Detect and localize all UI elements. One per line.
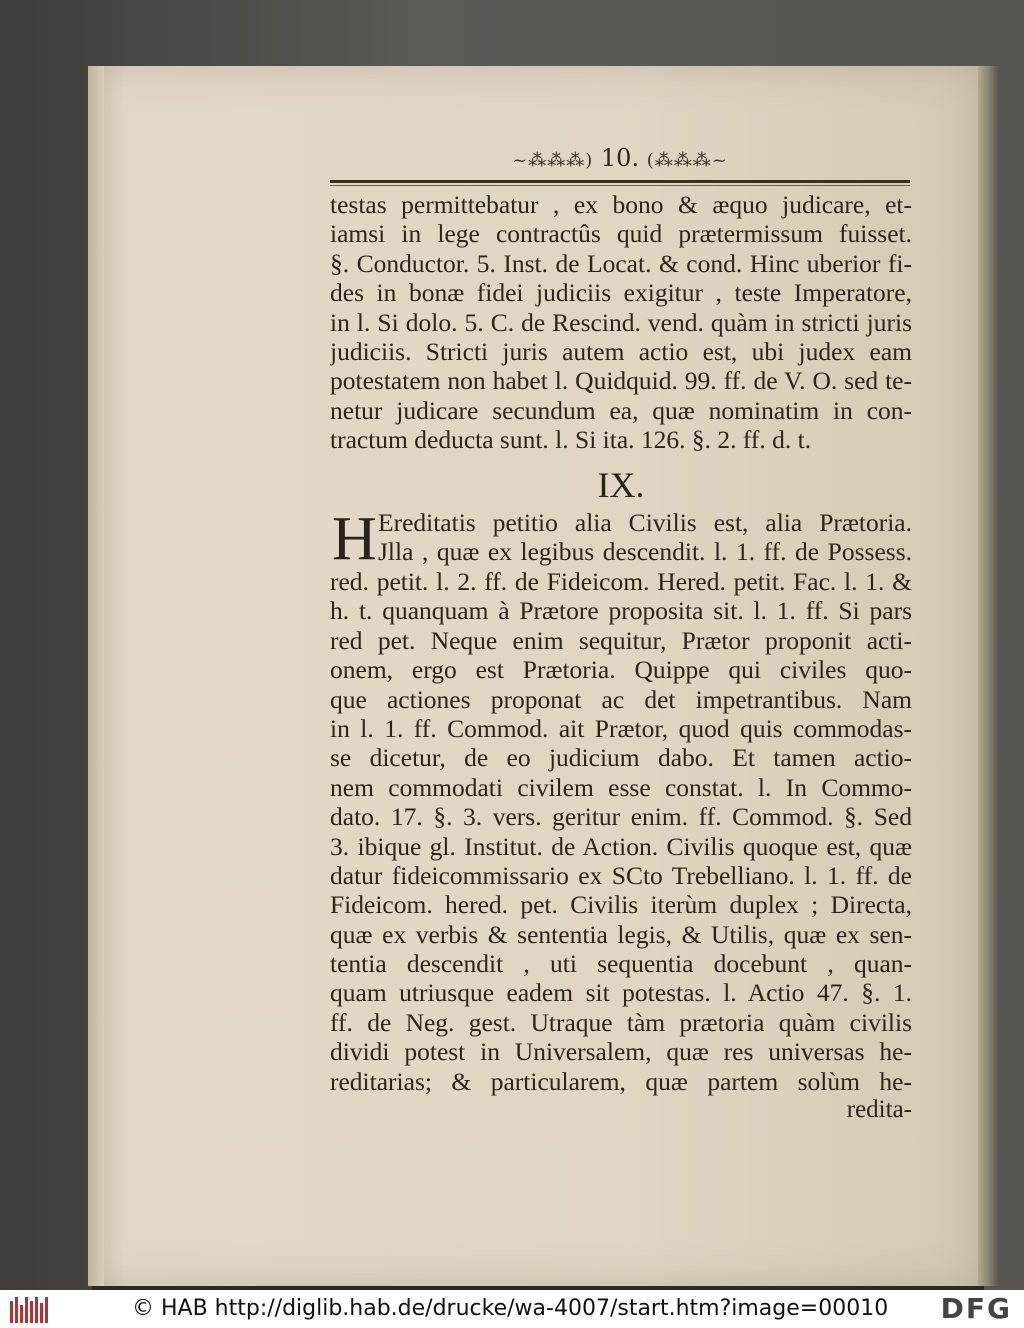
text-line: des in bonæ fidei judiciis exigitur , teste Imperatore, <box>330 278 912 308</box>
page-left-edge <box>88 66 104 1286</box>
source-url-text[interactable]: © HAB http://diglib.hab.de/drucke/wa-4007/start.htm?image=00010 <box>132 1296 889 1321</box>
text-line: quæ ex verbis & sententia legis, & Utilis, quæ ex sen- <box>330 919 912 949</box>
text-line: quam utriusque eadem sit potestas. l. Actio 47. §. 1. <box>330 978 912 1008</box>
library-bars-icon <box>10 1295 50 1323</box>
paragraph-body <box>330 567 912 1096</box>
drop-cap: H <box>332 505 377 573</box>
text-line: nem commodati civilem esse constat. l. In Commo- <box>330 772 912 802</box>
text-line: judiciis. Stricti juris autem actio est, ubi judex eam <box>330 336 912 366</box>
text-line: tractum deducta sunt. l. Si ita. 126. §. 2. ff. d. t. <box>330 425 812 455</box>
text-line: red. petit. l. 2. ff. de Fideicom. Hered. petit. Fac. l. 1. & <box>330 567 912 596</box>
text-line: in l. Si dolo. 5. C. de Rescind. vend. quàm in stricti juris <box>330 307 912 337</box>
text-line: potestatem non habet l. Quidquid. 99. ff. de V. O. sed te- <box>330 366 912 396</box>
text-line: testas permittebatur , ex bono & æquo judicare, et- <box>330 190 912 219</box>
header-ornament-right: (⁂⁂⁂~ <box>646 150 728 171</box>
text-line: Ereditatis petitio alia Civilis est, alia Prætoria. <box>378 508 912 537</box>
text-line: 3. ibique gl. Institut. de Action. Civilis quoque est, quæ <box>330 831 912 861</box>
header-rule <box>330 180 910 183</box>
text-line: reditarias; & particularem, quæ partem solùm he- <box>330 1066 912 1096</box>
text-line: onem, ergo est Prætoria. Quippe qui civiles quo- <box>330 655 912 685</box>
header-rule-thin <box>330 185 910 186</box>
page-number: 10. <box>600 144 640 172</box>
page-right-edge <box>978 66 998 1286</box>
dfg-logo: DFG <box>940 1292 1012 1325</box>
text-line: se dicetur, de eo judicium dabo. Et tamen actio- <box>330 743 912 773</box>
text-line: in l. 1. ff. Commod. ait Prætor, quod quis commodas- <box>330 713 912 743</box>
section-heading: IX. <box>597 465 645 505</box>
text-line: que actiones proponat ac det impetrantibus. Nam <box>330 684 912 714</box>
text-line: iamsi in lege contractûs quid prætermissum fuisset. <box>330 219 912 249</box>
text-line: dato. 17. §. 3. vers. geritur enim. ff. Commod. §. Sed <box>330 802 912 832</box>
paragraph-intro <box>378 508 912 567</box>
paragraph-continued <box>330 190 912 455</box>
text-line: dividi potest in Universalem, quæ res universas he- <box>330 1037 912 1067</box>
text-line: §. Conductor. 5. Inst. de Locat. & cond. Hinc uberior fi- <box>330 248 912 278</box>
text-line: datur fideicommissario ex SCto Trebelliano. l. 1. ff. de <box>330 860 912 890</box>
text-line: red pet. Neque enim sequitur, Prætor proponit acti- <box>330 625 912 655</box>
viewer-footer <box>0 1290 1024 1328</box>
text-line: h. t. quanquam à Prætore proposita sit. l. 1. ff. Si pars <box>330 596 912 626</box>
running-header <box>330 140 910 176</box>
text-line: tentia descendit , uti sequentia docebunt , quan- <box>330 949 912 979</box>
text-line: ff. de Neg. gest. Utraque tàm prætoria quàm civilis <box>330 1007 912 1037</box>
text-line: Jlla , quæ ex legibus descendit. l. 1. ff. de Possess. <box>378 537 912 567</box>
catchword: redita- <box>846 1096 912 1123</box>
header-ornament-left: ~⁂⁂⁂) <box>512 150 594 171</box>
text-line: netur judicare secundum ea, quæ nominatim in con- <box>330 395 912 425</box>
text-line: Fideicom. hered. pet. Civilis iterùm duplex ; Directa, <box>330 890 912 920</box>
